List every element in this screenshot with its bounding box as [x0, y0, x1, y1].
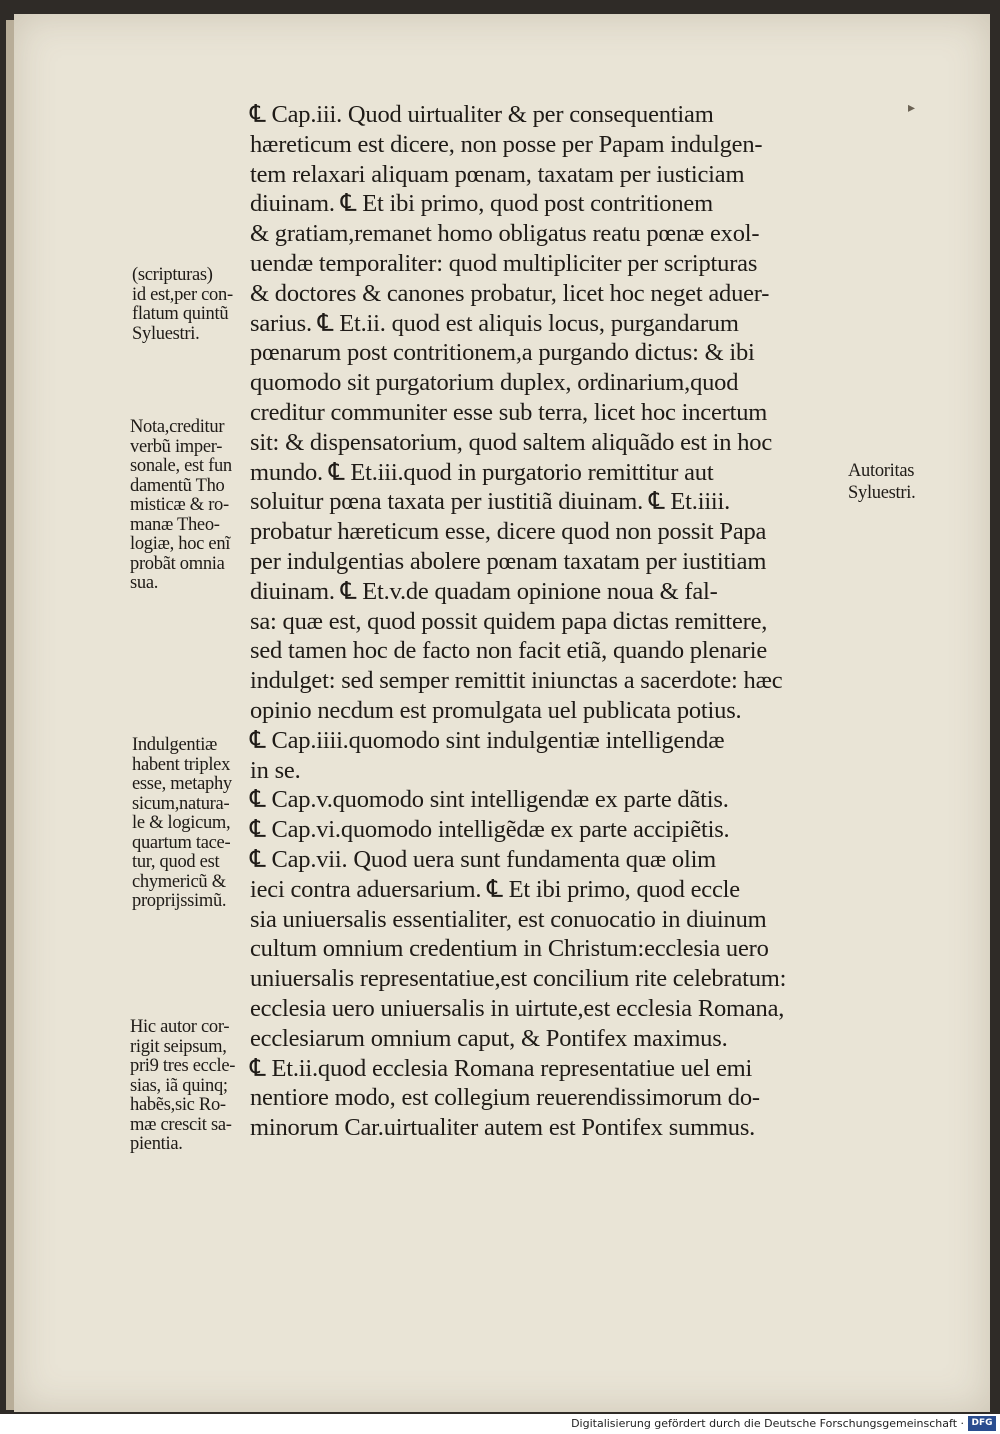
text-line: sia uniuersalis essentialiter, est conuocatio in diuinum — [250, 905, 767, 933]
marginal-note-line: esse, metaphy — [132, 774, 232, 794]
marginal-note-line: (scripturas) — [132, 265, 213, 285]
text-line: mundo. ℄ Et.iii.quod in purgatorio remittitur aut — [250, 458, 714, 486]
marginal-note-line: sua. — [130, 573, 159, 593]
marginal-note-line: probãt omnia — [130, 553, 225, 574]
marginal-note-line: manæ Theo- — [130, 514, 220, 535]
text-line: probatur hæreticum esse, dicere quod non possit Papa — [250, 518, 767, 546]
marginal-note-line: misticæ & ro- — [130, 495, 229, 515]
text-line: opinio necdum est promulgata uel publicata potius. — [250, 696, 742, 724]
text-line: sarius. ℄ Et.ii. quod est aliquis locus, purgandarum — [250, 309, 739, 337]
text-line: sit: & dispensatorium, quod saltem aliquãdo est in hoc — [250, 428, 773, 456]
text-line: indulget: sed semper remittit iniunctas a sacerdote: hæc — [250, 667, 783, 695]
marginal-note-line: sicum,natura- — [132, 793, 230, 814]
text-line: & doctores & canones probatur, licet hoc neget aduer- — [250, 279, 770, 307]
marginal-note-creditur — [130, 418, 232, 594]
text-line: pœnarum post contritionem,a purgando dictus: & ibi — [250, 339, 755, 367]
footer-credit: Digitalisierung gefördert durch die Deutsche Forschungsgemeinschaft · — [571, 1417, 964, 1430]
main-text-block — [250, 100, 850, 1143]
text-line: per indulgentias abolere pœnam taxatam per iustitiam — [250, 547, 767, 575]
text-line: ℄ Cap.v.quomodo sint intelligendæ ex parte dãtis. — [250, 786, 729, 814]
text-line: quomodo sit purgatorium duplex, ordinarium,quod — [250, 369, 739, 397]
marginal-note-line: Autoritas — [848, 461, 915, 481]
marginal-note-hic-autor — [130, 1018, 235, 1155]
text-line: ℄ Cap.iii. Quod uirtualiter & per consequentiam — [250, 101, 714, 128]
marginal-note-line: verbũ imper- — [130, 436, 223, 457]
text-line: ecclesia uero uniuersalis in uirtute,est ecclesia Romana, — [250, 994, 785, 1022]
footer-bar — [0, 1414, 1000, 1434]
text-line: hæreticum est dicere, non posse per Papam indulgen- — [250, 130, 763, 158]
text-line: uniuersalis representatiue,est concilium rite celebratum: — [250, 965, 787, 993]
marginal-note-line: Nota,creditur — [130, 417, 225, 437]
marginal-note-line: id est,per con- — [132, 284, 233, 305]
marginal-note-line: Syluestri. — [132, 323, 200, 344]
text-line: diuinam. ℄ Et ibi primo, quod post contritionem — [250, 190, 713, 218]
marginal-note-line: Syluestri. — [848, 483, 916, 503]
marginal-note-line: pientia. — [130, 1134, 183, 1154]
marginal-note-line: quartum tace- — [132, 832, 231, 853]
text-line: ℄ Et.ii.quod ecclesia Romana representatiue uel emi — [250, 1054, 753, 1082]
text-line: soluitur pœna taxata per iustitiã diuinam. ℄ Et.iiii. — [250, 488, 731, 516]
dfg-logo-icon: DFG — [968, 1416, 996, 1431]
page-mark: ▸ — [908, 100, 916, 116]
text-line: ieci contra aduersarium. ℄ Et ibi primo, quod eccle — [250, 875, 740, 903]
marginal-note-line: proprijssimũ. — [132, 891, 227, 911]
marginal-note-indulgentiae — [132, 736, 232, 912]
text-line: nentiore modo, est collegium reuerendissimorum do- — [250, 1084, 760, 1112]
text-line: ecclesiarum omnium caput, & Pontifex maximus. — [250, 1024, 728, 1052]
text-line: diuinam. ℄ Et.v.de quadam opinione noua & fal- — [250, 577, 718, 605]
marginal-note-line: logiæ, hoc enĩ — [130, 534, 231, 554]
marginal-note-line: Indulgentiæ — [132, 735, 218, 755]
marginal-note-line: le & logicum, — [132, 813, 231, 833]
text-line: sed tamen hoc de facto non facit etiã, quando plenarie — [250, 637, 768, 665]
marginal-note-scripturas — [132, 266, 233, 344]
marginal-note-line: chymericũ & — [132, 871, 226, 892]
marginal-note-line: pri9 tres eccle- — [130, 1056, 236, 1076]
marginal-note-line: habẽs,sic Ro- — [130, 1095, 226, 1115]
text-line: minorum Car.uirtualiter autem est Pontifex summus. — [250, 1114, 756, 1142]
text-line: ℄ Cap.vii. Quod uera sunt fundamenta quæ olim — [250, 845, 717, 873]
text-line: uendæ temporaliter: quod multipliciter per scripturas — [250, 249, 758, 277]
marginal-note-line: sonale, est fun — [130, 456, 232, 476]
marginal-note-line: mæ crescit sa- — [130, 1114, 232, 1135]
text-line: in se. — [250, 756, 301, 784]
text-line: creditur communiter esse sub terra, licet hoc incertum — [250, 398, 768, 426]
marginal-note-line: tur, quod est — [132, 852, 220, 872]
text-line: cultum omnium credentium in Christum:ecclesia uero — [250, 935, 769, 963]
text-line: sa: quæ est, quod possit quidem papa dictas remittere, — [250, 607, 768, 635]
marginal-note-line: rigit seipsum, — [130, 1036, 227, 1057]
text-line: ℄ Cap.vi.quomodo intelligẽdæ ex parte accipiẽtis. — [250, 816, 730, 844]
marginal-note-line: habent triplex — [132, 754, 231, 775]
marginal-note-line: Hic autor cor- — [130, 1017, 230, 1037]
text-line: & gratiam,remanet homo obligatus reatu pœnæ exol- — [250, 220, 760, 248]
marginal-note-line: damentũ Tho — [130, 475, 225, 496]
marginal-note-autoritas — [848, 460, 915, 504]
marginal-note-line: flatum quintũ — [132, 304, 229, 324]
text-line: tem relaxari aliquam pœnam, taxatam per iusticiam — [250, 160, 745, 188]
marginal-note-line: sias, iã quinq; — [130, 1075, 228, 1096]
text-line: ℄ Cap.iiii.quomodo sint indulgentiæ intelligendæ — [250, 726, 725, 754]
